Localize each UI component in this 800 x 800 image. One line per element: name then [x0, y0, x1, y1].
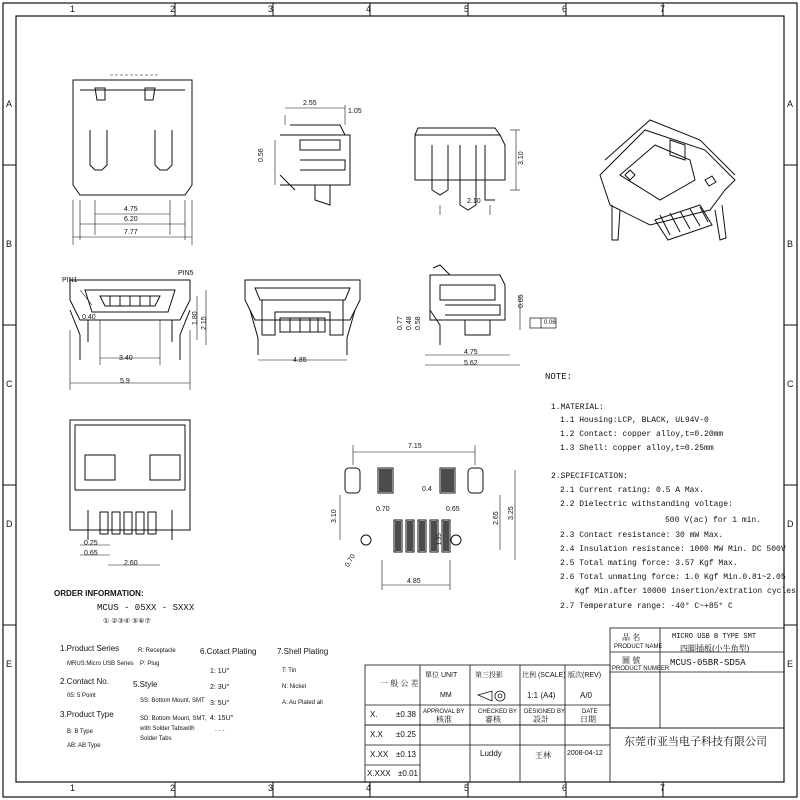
plating-val: . . . — [215, 726, 225, 733]
product-number-label: 圖 號 — [622, 656, 641, 665]
grid-col-label: 6 — [562, 4, 568, 14]
grid-col-label: 3 — [268, 4, 274, 14]
company-name: 东莞市亚当电子科技有限公司 — [624, 736, 767, 748]
scale-label: 比例 (SCALE) — [522, 672, 566, 679]
grid-row-label: E — [787, 659, 794, 669]
note-line: 500 V(ac) for 1 min. — [665, 516, 762, 525]
plating-val: 3: 5U" — [210, 700, 230, 707]
grid-ticks — [3, 3, 797, 797]
checked-value: 審核 — [485, 715, 501, 724]
side-view-c — [425, 265, 556, 365]
tolerance-title: 一 般 公 差 — [380, 679, 419, 688]
note-line: 2.4 Insulation resistance: 1000 MW Min. DC 500V — [560, 545, 786, 554]
tol-val: ±0.01 — [398, 769, 418, 778]
dim-label: 4.85 — [407, 578, 421, 585]
dim-label: 0.77 — [397, 316, 404, 330]
contact-title: 2.Contact No. — [60, 677, 109, 686]
dim-label: 5.62 — [464, 360, 478, 367]
dim-label: 7.15 — [408, 443, 422, 450]
grid-col-label: 2 — [170, 783, 176, 793]
tol-val: ±0.25 — [396, 730, 416, 739]
plating-val: 4: 15U" — [210, 715, 234, 722]
product-name-label-en: PRODUCT NAME — [614, 644, 663, 650]
dim-label: 0.05 — [518, 294, 525, 308]
front-view — [70, 280, 206, 390]
grid-row-label: D — [787, 519, 794, 529]
note-line: 2.SPECIFICATION: — [551, 472, 628, 481]
note-line: 1.MATERIAL: — [551, 403, 604, 412]
date-label: DATE — [582, 709, 598, 715]
dim-label: 1.35 — [437, 533, 443, 545]
tol-key: X. — [370, 710, 378, 719]
grid-row-label: C — [787, 379, 794, 389]
grid-row-label: E — [6, 659, 13, 669]
type-val: B: B Type — [67, 729, 93, 735]
c4-val: P: Plug — [140, 661, 160, 667]
note-line: 2.7 Temperature range: -40° C~+85° C — [560, 602, 733, 611]
notes-title: NOTE: — [545, 372, 573, 382]
dim-label: 2.15 — [201, 316, 208, 330]
dim-label: 6.20 — [124, 216, 138, 223]
approval-label: APPROVAL BY — [423, 709, 465, 715]
grid-col-label: 5 — [464, 4, 470, 14]
pcb-layout — [340, 445, 515, 590]
note-line: 2.1 Current rating: 0.5 A Max. — [560, 486, 705, 495]
note-line: 1.1 Housing:LCP, BLACK, UL94V-0 — [560, 416, 709, 425]
tol-key: X.X — [370, 730, 383, 739]
grid-col-label: 6 — [562, 783, 568, 793]
shell-val: N: Nickel — [282, 684, 307, 690]
dim-label: 2.10 — [467, 198, 481, 205]
style-val: SS: Bottom Mount, SMT — [140, 698, 205, 704]
date-value-label: 日期 — [580, 715, 596, 724]
grid-col-label: 2 — [170, 4, 176, 14]
c4-val: R: Receptacle — [138, 648, 176, 654]
unit-label: 單位 UNIT — [425, 672, 458, 679]
grid-row-label: A — [6, 99, 13, 109]
dim-label: 3.10 — [331, 509, 338, 523]
pin-label: PIN1 — [62, 277, 78, 284]
note-line: 2.6 Total unmating force: 1.0 Kgf Min.0.81~2.05 — [560, 573, 786, 582]
dim-label: 0.65 — [84, 550, 98, 557]
plating-val: 1: 1U" — [210, 668, 230, 675]
grid-row-label: D — [6, 519, 13, 529]
rev-label: 版次(REV) — [568, 672, 602, 679]
grid-col-label: 7 — [660, 4, 666, 14]
grid-col-label: 4 — [366, 4, 372, 14]
dim-label: 0.25 — [84, 540, 98, 547]
product-name-value: MICRO USB B TYPE SMT — [672, 633, 757, 641]
style-val: Solder Tabs — [140, 736, 172, 742]
drawing-date: 2008-04-12 — [567, 750, 603, 757]
product-name-value-cn: 四脚插板(小牛角型) — [680, 644, 750, 653]
dim-label: 4.75 — [464, 349, 478, 356]
dim-label: 4.85 — [293, 357, 307, 364]
dim-label: 0.48 — [406, 316, 413, 330]
designed-value: 設計 — [533, 715, 549, 724]
designer-name: Luddy — [480, 749, 502, 758]
dim-label: 3.10 — [518, 151, 525, 165]
dim-label: 2.60 — [124, 560, 138, 567]
shell-val: A: Au Plated all — [282, 700, 323, 706]
dim-label: 0.70 — [376, 506, 390, 513]
scale-value: 1:1 (A4) — [527, 691, 556, 700]
shell-val: T: Tin — [282, 668, 297, 674]
order-code: MCUS - 05XX - SXXX — [97, 603, 195, 613]
dim-label: 2.55 — [303, 100, 317, 107]
note-line: 2.3 Contact resistance: 30 mW Max. — [560, 531, 724, 540]
tol-val: ±0.13 — [396, 750, 416, 759]
outer-frame — [3, 3, 797, 797]
dim-label: 0.06 — [544, 320, 556, 326]
tol-val: ±0.38 — [396, 710, 416, 719]
style-title: 5.Style — [133, 680, 158, 689]
order-title: ORDER INFORMATION: — [54, 589, 144, 598]
shell-title: 7.Shell Plating — [277, 647, 329, 656]
dim-label: 1.05 — [348, 108, 362, 115]
designed-label: DESIGNED BY — [524, 709, 566, 715]
note-line: 2.2 Dielectric withstanding voltage: — [560, 500, 733, 509]
product-number-label-en: PRODUCT NUMBER — [612, 666, 670, 672]
dim-label: 1.80 — [192, 311, 199, 325]
note-line: 1.2 Contact: copper alloy,t=0.20mm — [560, 430, 724, 439]
dim-label: 3.40 — [119, 355, 133, 362]
grid-row-label: C — [6, 379, 13, 389]
dim-label: 0.56 — [258, 148, 265, 162]
dim-label: 0.40 — [82, 314, 96, 321]
dim-label: 0.65 — [446, 506, 460, 513]
grid-col-label: 1 — [70, 4, 76, 14]
grid-row-label: B — [6, 239, 13, 249]
dim-label: 2.65 — [493, 511, 500, 525]
isometric-view — [600, 120, 735, 240]
rev-value: A/0 — [580, 691, 593, 700]
plating-val: 2: 3U" — [210, 684, 230, 691]
unit-value: MM — [440, 692, 452, 699]
checked-label: CHECKED BY — [478, 709, 518, 715]
dim-label: 0.58 — [415, 316, 422, 330]
dim-label: 5.9 — [120, 378, 130, 385]
front-view-2 — [245, 280, 360, 360]
product-number-value: MCUS-05BR-SD5A — [670, 658, 746, 668]
product-name-label: 品 名 — [622, 633, 641, 642]
grid-col-label: 5 — [464, 783, 470, 793]
approval-value: 核准 — [436, 715, 452, 724]
type-title: 3.Product Type — [60, 710, 114, 719]
note-line: 1.3 Shell: copper alloy,t=0.25mm — [560, 444, 714, 453]
pin-label: PIN5 — [178, 270, 194, 277]
grid-col-label: 7 — [660, 783, 666, 793]
side-view-a — [275, 105, 350, 205]
series-val: MRUS:Micro USB Series — [67, 661, 134, 667]
tol-key: X.XX — [370, 750, 389, 759]
style-val: with Solder Tabswith — [140, 726, 195, 732]
grid-row-label: A — [787, 99, 794, 109]
style-val: SD: Bottom Mount, SMT, — [140, 716, 207, 722]
tol-key: X.XXX — [367, 769, 391, 778]
grid-col-label: 1 — [70, 783, 76, 793]
type-val: AB: AB Type — [67, 743, 101, 749]
dim-label: 0.4 — [422, 486, 432, 493]
checker-name: 王林 — [535, 751, 551, 760]
series-title: 1.Product Series — [60, 644, 120, 653]
grid-col-label: 3 — [268, 783, 274, 793]
projection-label: 第三投影 — [475, 672, 503, 679]
order-marks: ① ②③④ ⑤⑥⑦ — [103, 618, 151, 625]
dim-label: 4.75 — [124, 206, 138, 213]
grid-row-label: B — [787, 239, 794, 249]
dim-label: 3.25 — [508, 506, 515, 520]
note-line: 2.5 Total mating force: 3.57 Kgf Max. — [560, 559, 738, 568]
dim-label: 7.77 — [124, 229, 138, 236]
contact-val: 05: 5 Point — [67, 693, 96, 699]
dim-label: 0.70 — [344, 553, 357, 569]
note-line: Kgf Min.after 10000 insertion/extration cycles — [575, 587, 796, 596]
plating-title: 6.Cotact Plating — [200, 647, 257, 656]
grid-col-label: 4 — [366, 783, 372, 793]
